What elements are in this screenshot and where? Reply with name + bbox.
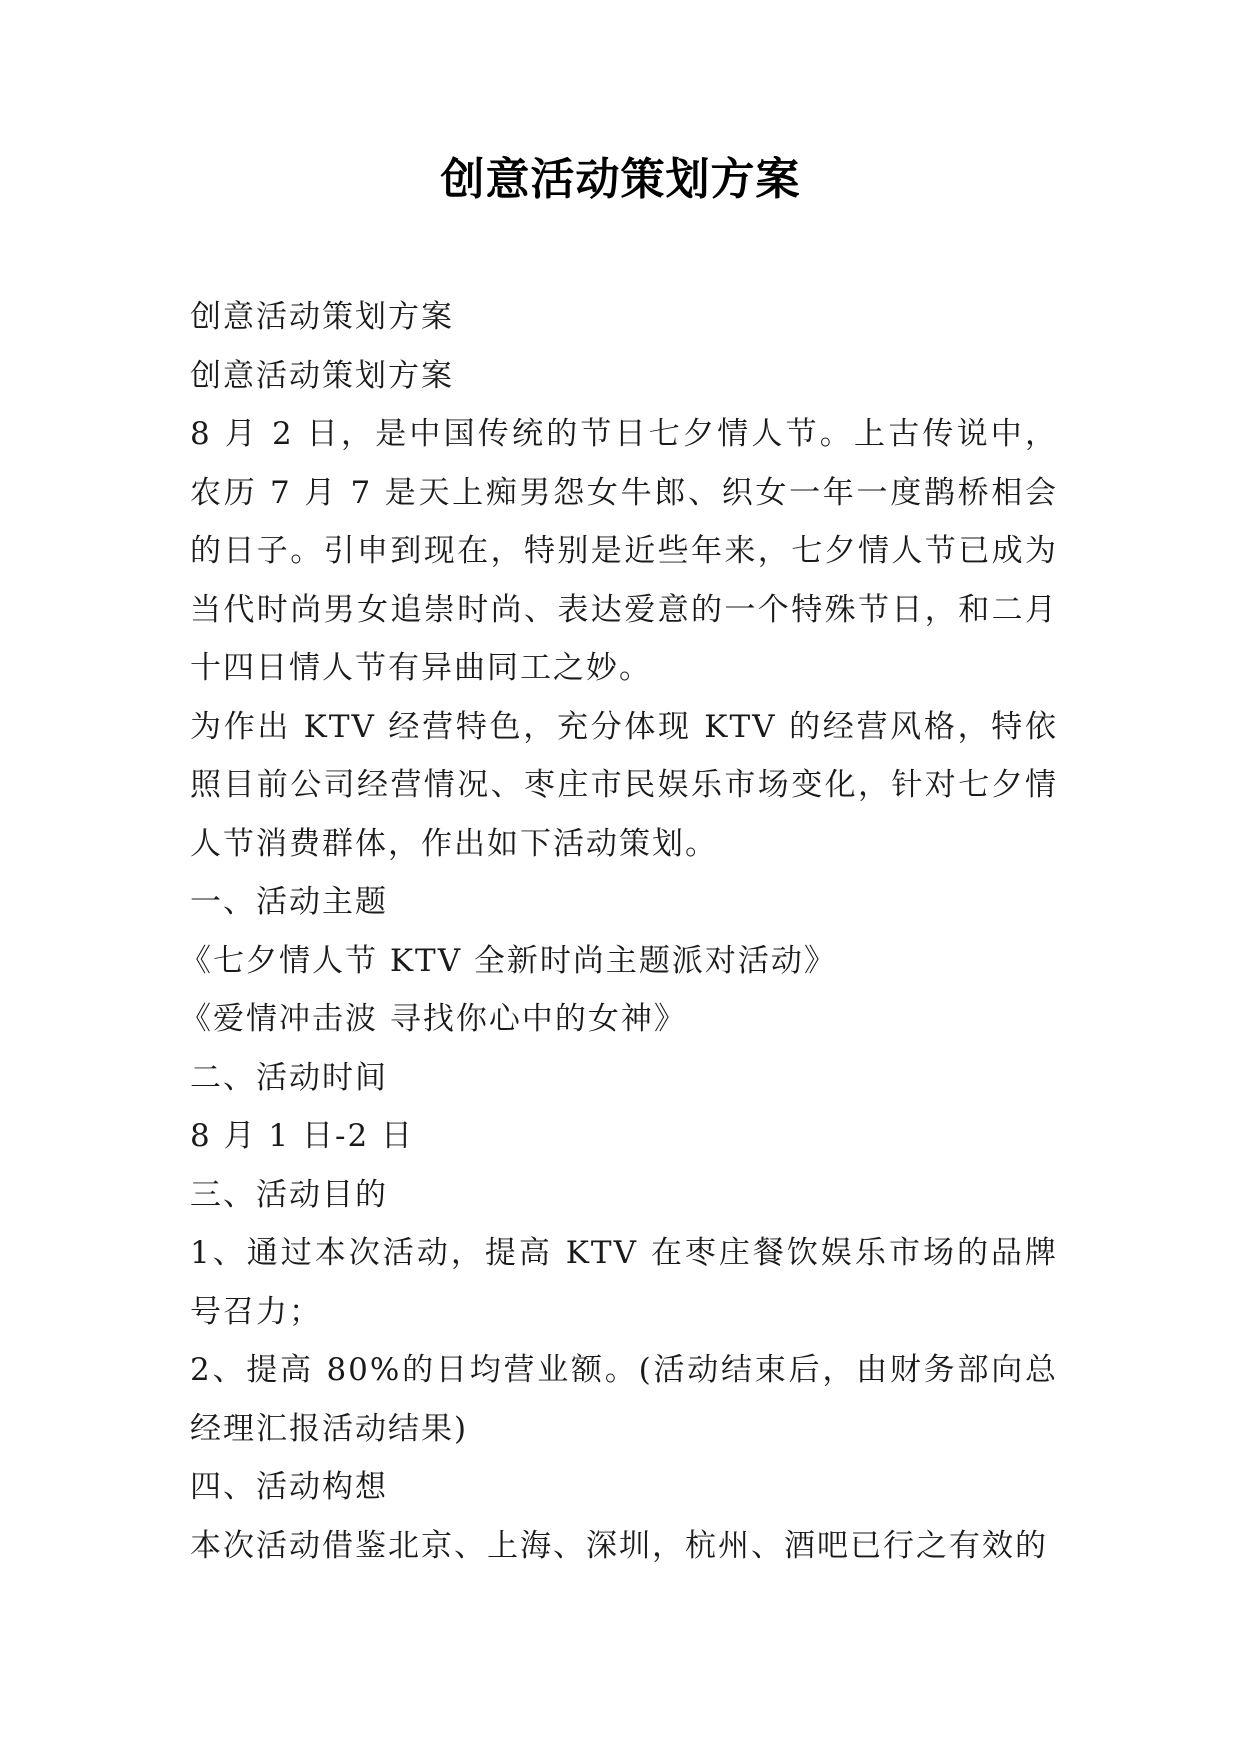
- document-title: 创意活动策划方案: [440, 154, 801, 205]
- paragraph-heading-repeat-2: 创意活动策划方案: [190, 357, 454, 394]
- section-heading-theme: 一、活动主题: [190, 884, 388, 920]
- event-dates: 8 月 1 日-2 日: [190, 1118, 415, 1154]
- theme-line-1: 《七夕情人节 KTV 全新时尚主题派对活动》: [180, 942, 837, 979]
- section-heading-time: 二、活动时间: [190, 1059, 388, 1096]
- goal-item-1: 1、通过本次活动，提高 KTV 在枣庄餐饮娱乐市场的品牌号召力；: [190, 1235, 1058, 1330]
- concept-text: 本次活动借鉴北京、上海、深圳，杭州、酒吧已行之有效的: [190, 1527, 1048, 1564]
- paragraph-purpose: 为作出 KTV 经营特色，充分体现 KTV 的经营风格，特依照目前公司经营情况、枣庄市民娱乐市场变化，针对七夕情人节消费群体，作出如下活动策划。: [190, 708, 1058, 862]
- section-heading-concept: 四、活动构想: [190, 1469, 388, 1505]
- paragraph-intro: 8 月 2 日，是中国传统的节日七夕情人节。上古传说中，农历 7 月 7 是天上痴男怨女牛郎、织女一年一度鹊桥相会的日子。引申到现在，特别是近些年来，七夕情人节已成为当代时尚男女追崇时尚、表达爱意的一个特殊节日，和二月十四日情人节有异曲同工之妙。: [190, 416, 1058, 686]
- section-heading-goal: 三、活动目的: [190, 1176, 388, 1213]
- document-body: [180, 288, 1058, 1575]
- paragraph-heading-repeat-1: 创意活动策划方案: [190, 299, 454, 335]
- goal-item-2: 2、提高 80%的日均营业额。(活动结束后，由财务部向总经理汇报活动结果): [190, 1352, 1058, 1447]
- theme-line-2: 《爱情冲击波 寻找你心中的女神》: [180, 1001, 687, 1037]
